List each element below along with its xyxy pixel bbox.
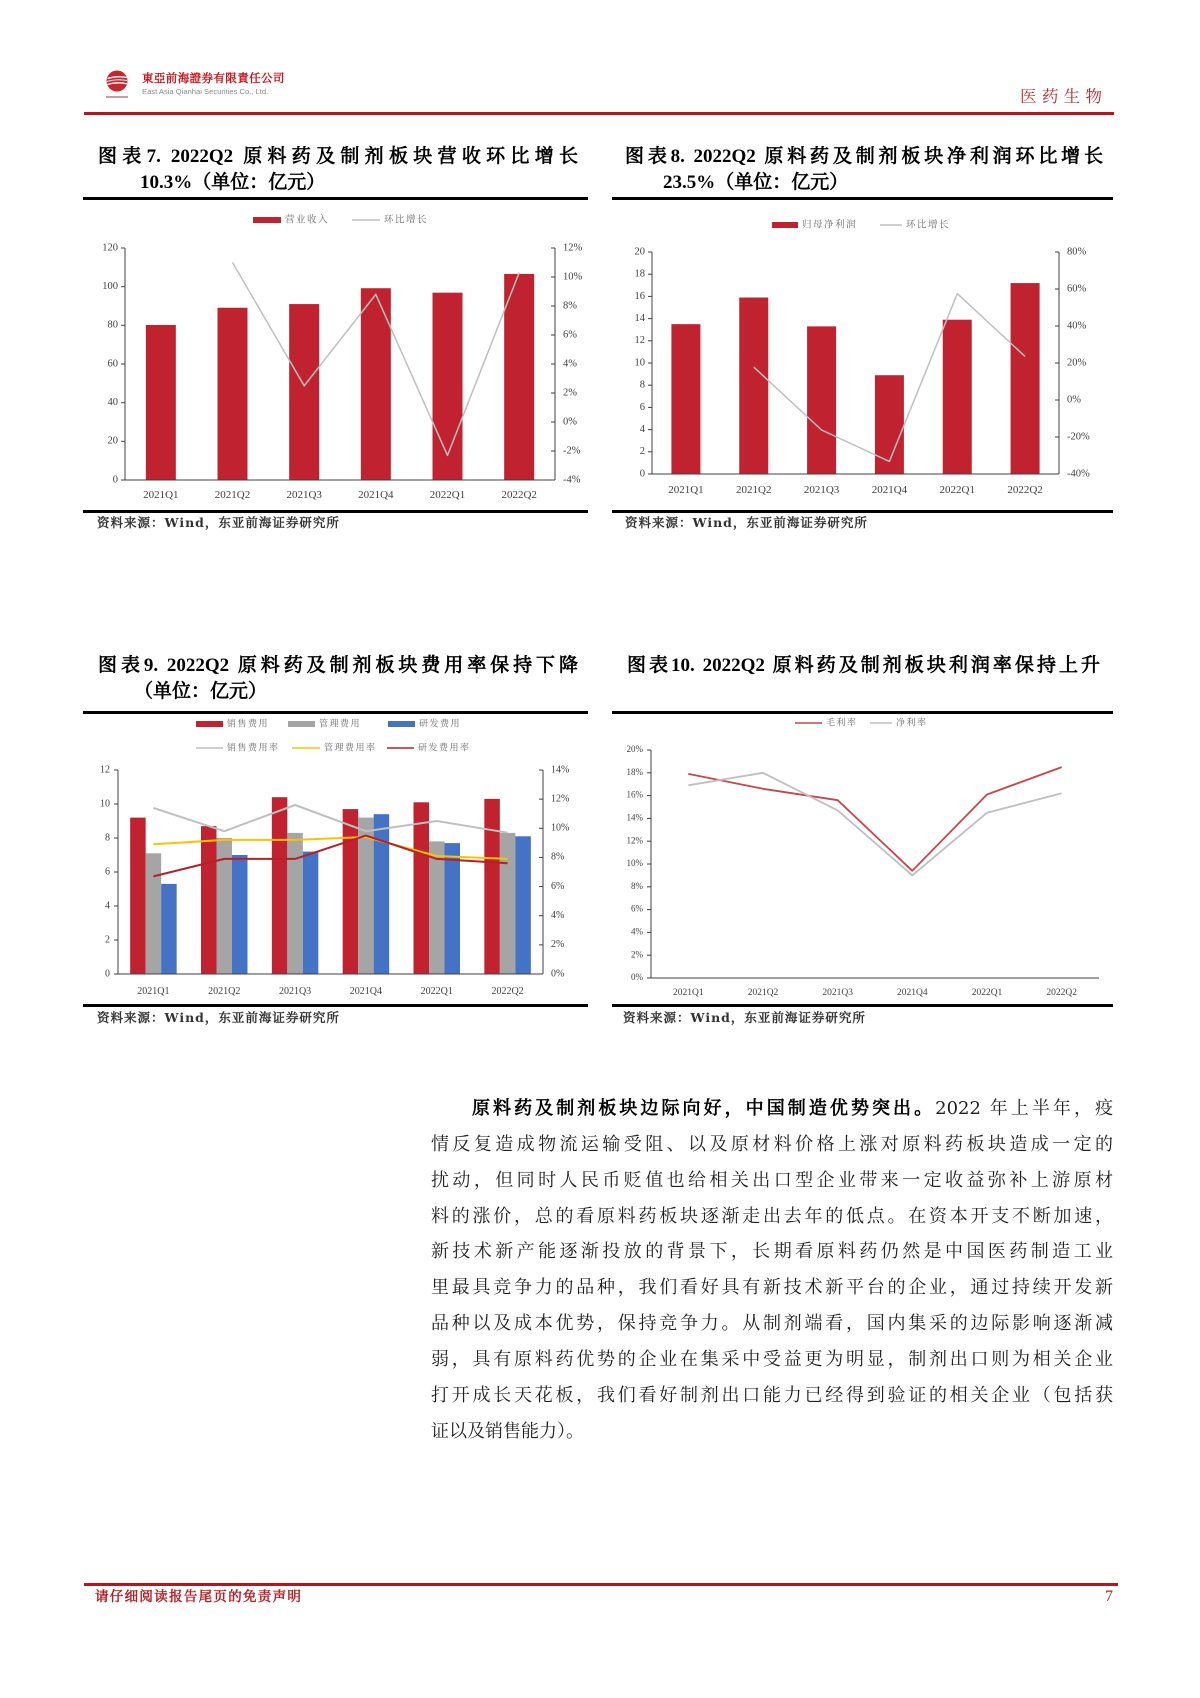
chart-bar: [218, 308, 248, 480]
y2-tick-label: 60%: [1067, 283, 1087, 295]
legend-item: [795, 717, 858, 729]
legend-label: 销售费用率: [227, 743, 280, 754]
x-tick-label: 2021Q1: [143, 489, 179, 501]
legend-label: 归母净利润: [802, 219, 858, 231]
company-logo-icon: [103, 68, 131, 102]
paragraph-line: 料的涨价，总的看原料药板块逐渐走出去年的低点。在资本开支不断加速，: [431, 1206, 1113, 1227]
x-tick-label: 2022Q1: [971, 988, 1003, 998]
y-tick-label: 4%: [631, 926, 643, 937]
figure-8-title-line2: 23.5%（单位：亿元）: [663, 172, 849, 193]
y-tick-label: 16: [634, 290, 645, 302]
legend-label: 环比增长: [906, 219, 951, 231]
legend-label: 营业收入: [285, 214, 330, 226]
figure-title-text: 2022Q2 原料药及制剂板块营收环比增长: [170, 146, 578, 167]
x-tick-label: 2021Q2: [747, 988, 779, 998]
x-tick-label: 2021Q3: [822, 988, 853, 998]
y-tick-label: 100: [102, 281, 118, 293]
y-tick-label: 2%: [631, 949, 643, 960]
y-tick-label: 14: [634, 313, 645, 325]
y-tick-label: 120: [102, 242, 118, 254]
x-tick-label: 2021Q2: [736, 484, 772, 496]
y-tick-label: 2: [639, 446, 645, 458]
paragraph-line: 扰动，但同时人民币贬值也给相关出口型企业带来一定收益弥补上游原材: [431, 1170, 1113, 1191]
legend-item: [253, 214, 329, 226]
legend-label: 管理费用: [319, 719, 362, 730]
y-tick-label: 60: [107, 358, 118, 370]
chart-bar: [671, 324, 700, 474]
chart-bar: [484, 799, 500, 974]
chart-bar: [161, 884, 177, 974]
legend-swatch: [388, 721, 415, 727]
legend-label: 销售费用: [227, 719, 270, 730]
legend-swatch: [288, 721, 315, 727]
x-tick-label: 2021Q3: [278, 986, 312, 997]
y2-tick-label: 0%: [551, 968, 565, 980]
footer-rule: [84, 1583, 1118, 1586]
paragraph-lead: 原料药及制剂板块边际向好，中国制造优势突出。: [472, 1098, 936, 1119]
y2-tick-label: -40%: [1067, 468, 1090, 480]
y2-tick-label: 12%: [551, 793, 570, 805]
figure-10-title-line1: [627, 653, 1100, 679]
y-tick-label: 80: [107, 319, 118, 331]
y-tick-label: 20%: [626, 744, 643, 755]
y2-tick-label: 8%: [551, 851, 565, 863]
x-tick-label: 2021Q4: [871, 484, 908, 496]
legend-item: [388, 718, 461, 730]
y-tick-label: 20: [634, 246, 645, 258]
legend-swatch: [253, 217, 281, 223]
figure-7-chart: [83, 200, 588, 511]
figure-8-chart: [612, 200, 1113, 511]
legend-item: [196, 718, 269, 730]
chart-bar: [739, 298, 768, 474]
chart-bar: [201, 826, 217, 974]
y2-tick-label: 4%: [551, 910, 565, 922]
chart-bar: [445, 843, 461, 974]
figure-8-bottom-rule: [612, 510, 1113, 513]
y-tick-label: 2: [105, 934, 110, 946]
page-number: 7: [1105, 1588, 1113, 1605]
x-tick-label: 2021Q4: [349, 986, 383, 997]
y-tick-label: 10: [100, 798, 110, 810]
chart-bar: [433, 293, 463, 480]
x-tick-label: 2022Q2: [1007, 484, 1043, 496]
legend-label: 环比增长: [384, 214, 429, 226]
chart-bar: [289, 304, 319, 480]
report-section: 医药生物: [1020, 87, 1102, 106]
figure-label: 图表9.: [98, 655, 159, 676]
figure-title-text: 2022Q2 原料药及制剂板块净利润环比增长: [693, 146, 1104, 167]
y-tick-label: 16%: [626, 789, 643, 800]
figure-7-title-line1: [98, 144, 578, 170]
y2-tick-label: 2%: [563, 387, 577, 399]
chart-bar: [943, 320, 972, 474]
y-tick-label: 18%: [626, 766, 643, 777]
y-tick-label: 0: [639, 468, 645, 480]
y-tick-label: 40: [107, 397, 118, 409]
chart-bar: [500, 833, 516, 974]
x-tick-label: 2022Q1: [939, 484, 975, 496]
figure-9-title: [98, 653, 578, 705]
y2-tick-label: -4%: [563, 474, 581, 486]
y2-tick-label: 12%: [563, 242, 583, 254]
y-tick-label: 8%: [631, 880, 643, 891]
y2-tick-label: 20%: [1067, 357, 1087, 369]
figure-10-bottom-rule: [612, 1004, 1113, 1007]
y2-tick-label: -20%: [1067, 431, 1090, 443]
y-tick-label: 0: [105, 968, 110, 980]
figure-label: 图表7.: [98, 146, 161, 167]
figure-10-source: 资料来源：Wind，东亚前海证券研究所: [623, 1010, 866, 1025]
y-tick-label: 6%: [631, 903, 643, 914]
figure-7-source: 资料来源：Wind，东亚前海证券研究所: [97, 515, 340, 530]
y2-tick-label: 6%: [563, 329, 577, 341]
legend-item: [772, 219, 857, 231]
paragraph-line: 证以及销售能力）。: [431, 1421, 584, 1442]
figure-8-title-line1: [625, 144, 1103, 170]
y2-tick-label: 4%: [563, 358, 577, 370]
y-tick-label: 12: [634, 335, 645, 347]
y2-tick-label: 80%: [1067, 246, 1087, 258]
y2-tick-label: 10%: [563, 271, 583, 283]
x-tick-label: 2021Q1: [673, 988, 704, 998]
legend-item: [196, 742, 280, 754]
figure-label: 图表8.: [625, 146, 685, 167]
paragraph-line: 弱，具有原料药优势的企业在集采中受益更为明显，制剂出口则为相关企业: [431, 1349, 1113, 1370]
chart-bar: [875, 375, 904, 474]
y-tick-label: 14%: [626, 812, 643, 823]
y-tick-label: 20: [107, 435, 118, 447]
chart-bar: [504, 274, 534, 480]
legend-item: [870, 717, 928, 729]
chart-bar: [146, 853, 162, 974]
legend-item: [288, 718, 361, 730]
company-name-en: East Asia Qianhai Securities Co., Ltd.: [142, 87, 269, 96]
chart-bar: [807, 326, 836, 474]
chart-bar: [303, 852, 319, 974]
figure-9-source: 资料来源：Wind，东亚前海证券研究所: [97, 1010, 340, 1025]
chart-bar: [232, 855, 248, 974]
figure-8-title: [625, 144, 1103, 196]
y2-tick-label: 6%: [551, 880, 565, 892]
y2-tick-label: 14%: [551, 764, 570, 776]
figure-7-title-line2: 10.3%（单位：亿元）: [140, 172, 326, 193]
y-tick-label: 10%: [626, 858, 643, 869]
figure-9-chart: [83, 714, 588, 1004]
x-tick-label: 2022Q2: [1046, 988, 1077, 998]
paragraph-text: 2022 年上半年，疫: [935, 1098, 1114, 1119]
legend-label: 毛利率: [826, 718, 858, 729]
chart-bar: [429, 841, 445, 974]
figure-7-bottom-rule: [83, 510, 588, 513]
paragraph-line: [472, 1097, 1113, 1121]
x-tick-label: 2021Q4: [897, 988, 928, 998]
y-tick-label: 12%: [626, 835, 643, 846]
x-tick-label: 2021Q2: [214, 489, 251, 501]
chart-bar: [146, 325, 176, 480]
figure-10-chart: [612, 714, 1113, 1004]
x-tick-label: 2022Q1: [420, 986, 453, 997]
chart-bar: [358, 818, 374, 974]
y2-tick-label: 2%: [551, 939, 565, 951]
figure-7-title: [98, 144, 578, 196]
chart-bar: [515, 836, 531, 974]
legend-swatch: [772, 222, 798, 228]
y-tick-label: 12: [100, 764, 110, 776]
chart-bar: [343, 809, 359, 974]
y-tick-label: 0: [112, 474, 118, 486]
figure-10-title: [627, 653, 1100, 679]
figure-title-text: 2022Q2 原料药及制剂板块费用率保持下降: [166, 655, 579, 676]
header-rule: [84, 112, 1114, 115]
figure-9-bottom-rule: [83, 1004, 588, 1007]
legend-label: 研发费用: [419, 719, 462, 730]
chart-bar: [272, 797, 288, 974]
x-tick-label: 2021Q1: [668, 484, 704, 496]
legend-item: [880, 219, 950, 231]
legend-item: [292, 742, 377, 754]
legend-label: 研发费用率: [418, 743, 471, 754]
legend-item: [387, 742, 471, 754]
figure-9-title-line2: （单位：亿元）: [134, 681, 268, 702]
figure-title-text: 2022Q2 原料药及制剂板块利润率保持上升: [702, 655, 1101, 676]
paragraph-line: 里最具竞争力的品种，我们看好具有新技术新平台的企业，通过持续开发新: [431, 1277, 1113, 1298]
y-tick-label: 4: [105, 900, 110, 912]
y-tick-label: 0%: [631, 972, 643, 983]
legend-item: [352, 214, 428, 226]
legend-swatch: [196, 721, 223, 727]
legend-label: 管理费用率: [324, 743, 377, 754]
paragraph-line: 新技术新产能逐渐投放的背景下，长期看原料药仍然是中国医药制造工业: [431, 1241, 1113, 1262]
x-tick-label: 2022Q2: [491, 986, 524, 997]
y2-tick-label: 0%: [1067, 394, 1081, 406]
y-tick-label: 6: [639, 401, 645, 413]
chart-bar: [287, 833, 303, 974]
y2-tick-label: 0%: [563, 416, 577, 428]
y-tick-label: 4: [639, 424, 645, 436]
chart-line: [688, 767, 1061, 871]
company-name-cn: 東亞前海證券有限責任公司: [142, 71, 285, 85]
y2-tick-label: -2%: [563, 445, 581, 457]
figure-label: 图表10.: [627, 655, 695, 676]
paragraph-line: 打开成长天花板，我们看好制剂出口能力已经得到验证的相关企业（包括获: [431, 1385, 1113, 1406]
y-tick-label: 6: [105, 866, 110, 878]
chart-bar: [1011, 283, 1040, 474]
y2-tick-label: 40%: [1067, 320, 1087, 332]
x-tick-label: 2021Q2: [208, 986, 241, 997]
chart-bar: [130, 818, 146, 974]
paragraph-line: 品种以及成本优势，保持竞争力。从制剂端看，国内集采的边际影响逐渐减: [431, 1313, 1113, 1334]
chart-bar: [414, 802, 430, 974]
x-tick-label: 2021Q4: [358, 489, 394, 501]
x-tick-label: 2021Q3: [286, 489, 322, 501]
paragraph-line: 情反复造成物流运输受阻、以及原材料价格上涨对原料药板块造成一定的: [431, 1134, 1113, 1155]
x-tick-label: 2021Q1: [137, 986, 170, 997]
figure-9-title-line1: [98, 653, 578, 679]
y-tick-label: 8: [639, 379, 645, 391]
y-tick-label: 8: [105, 832, 110, 844]
figure-8-source: 资料来源：Wind，东亚前海证券研究所: [625, 515, 868, 530]
legend-label: 净利率: [896, 718, 928, 729]
y-tick-label: 18: [634, 268, 645, 280]
y2-tick-label: 8%: [563, 300, 577, 312]
x-tick-label: 2022Q1: [429, 489, 466, 501]
x-tick-label: 2021Q3: [803, 484, 840, 496]
y2-tick-label: 10%: [551, 822, 570, 834]
disclaimer-notice: 请仔细阅读报告尾页的免责声明: [95, 1589, 303, 1605]
y-tick-label: 10: [634, 357, 645, 369]
x-tick-label: 2022Q2: [501, 489, 537, 501]
